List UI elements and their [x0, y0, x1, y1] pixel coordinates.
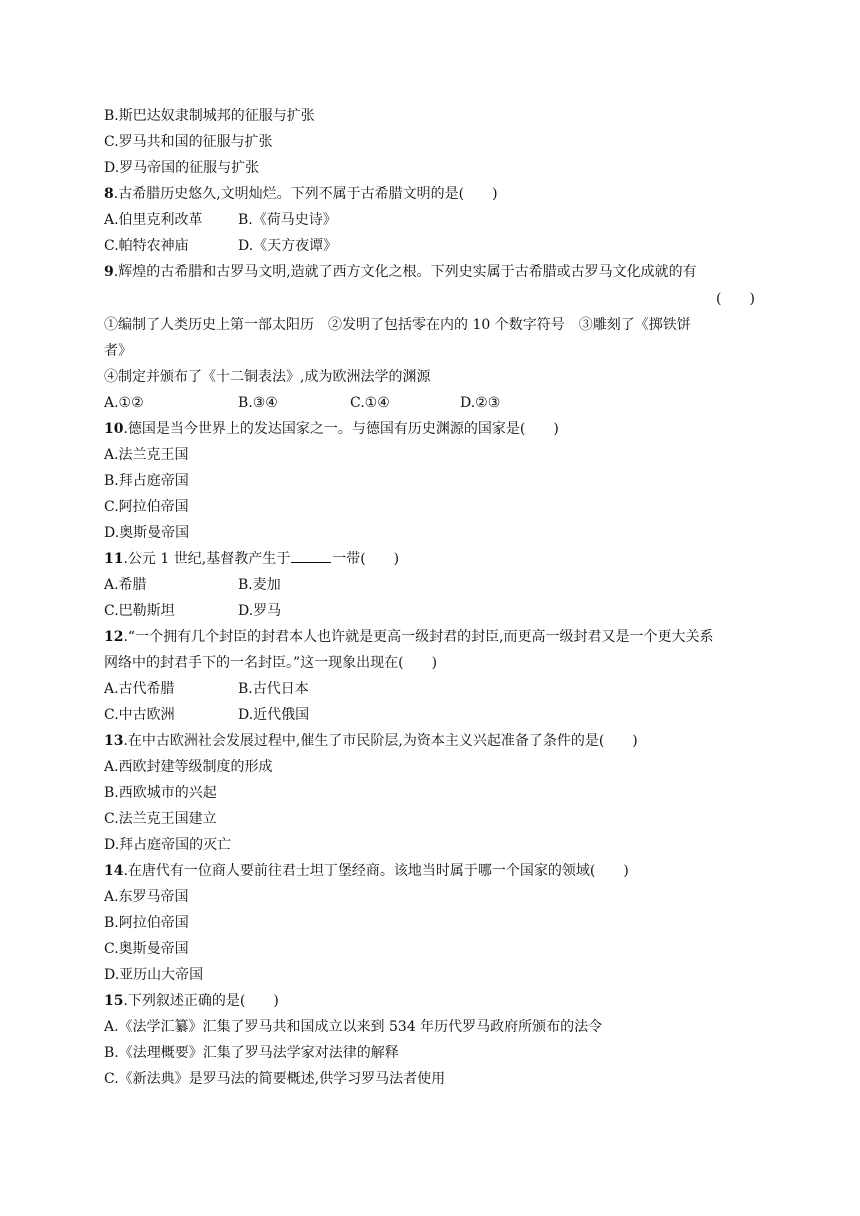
question-number: 8 — [104, 186, 114, 202]
option-d: D.②③ — [460, 395, 501, 411]
option-a: A.《法学汇纂》汇集了罗马共和国成立以来到 534 年历代罗马政府所颁布的法令 — [104, 1019, 603, 1035]
option-a: A.①② — [104, 395, 144, 411]
question-9 — [104, 260, 764, 284]
option-b: B.西欧城市的兴起 — [104, 785, 217, 801]
option-d: D.《天方夜谭》 — [238, 238, 338, 254]
question-text-end: 一带( ) — [332, 551, 400, 567]
q9-options — [104, 391, 764, 415]
question-text: .在唐代有一位商人要前往君士坦丁堡经商。该地当时属于哪一个国家的领域( ) — [123, 863, 629, 879]
option-d: D.近代俄国 — [238, 707, 310, 723]
question-number: 10 — [104, 421, 124, 437]
option-d: D.罗马 — [238, 603, 282, 619]
option-a: A.伯里克利改革 — [104, 212, 203, 228]
question-text: .“一个拥有几个封臣的封君本人也许就是更高一级封君的封臣,而更高一级封君又是一个更大关系 — [123, 629, 714, 645]
q8-options-row-2 — [104, 234, 764, 258]
option-b: B.《荷马史诗》 — [238, 212, 337, 228]
q9-statements-2: ④制定并颁布了《十二铜表法》,成为欧洲法学的渊源 — [104, 369, 431, 385]
question-number: 12 — [104, 629, 124, 645]
q12-options-row-1 — [104, 677, 764, 701]
option-d: D.拜占庭帝国的灭亡 — [104, 837, 232, 853]
question-number: 14 — [104, 863, 124, 879]
question-number: 9 — [104, 264, 114, 280]
question-text: .辉煌的古希腊和古罗马文明,造就了西方文化之根。下列史实属于古希腊或古罗马文化成就的有 — [113, 264, 697, 280]
option-a: A.法兰克王国 — [104, 447, 189, 463]
option-b: B.阿拉伯帝国 — [104, 915, 189, 931]
fill-blank — [291, 548, 331, 563]
question-text: .在中古欧洲社会发展过程中,催生了市民阶层,为资本主义兴起准备了条件的是( ) — [123, 733, 638, 749]
q7-option-b: B.斯巴达奴隶制城邦的征服与扩张 — [104, 108, 315, 124]
q12-options-row-2 — [104, 703, 764, 727]
question-text: .德国是当今世界上的发达国家之一。与德国有历史渊源的国家是( ) — [123, 421, 559, 437]
option-b: B.《法理概要》汇集了罗马法学家对法律的解释 — [104, 1045, 399, 1061]
question-13 — [104, 729, 764, 753]
option-c: C.阿拉伯帝国 — [104, 499, 189, 515]
option-b: B.拜占庭帝国 — [104, 473, 189, 489]
option-c: C.法兰克王国建立 — [104, 811, 217, 827]
option-c: C.中古欧洲 — [104, 707, 175, 723]
option-c: C.①④ — [350, 395, 390, 411]
question-10 — [104, 417, 764, 441]
question-14 — [104, 859, 764, 883]
question-text: .古希腊历史悠久,文明灿烂。下列不属于古希腊文明的是( ) — [113, 186, 498, 202]
option-c: C.《新法典》是罗马法的简要概述,供学习罗马法者使用 — [104, 1071, 446, 1087]
question-text: .下列叙述正确的是( ) — [123, 993, 279, 1009]
question-15 — [104, 989, 764, 1013]
option-d: D.亚历山大帝国 — [104, 967, 204, 983]
answer-paren: ( ) — [716, 291, 755, 307]
option-a: A.希腊 — [104, 577, 147, 593]
question-11 — [104, 547, 764, 571]
q11-options-row-1 — [104, 573, 764, 597]
q11-options-row-2 — [104, 599, 764, 623]
option-c: C.巴勒斯坦 — [104, 603, 175, 619]
option-a: A.古代希腊 — [104, 681, 175, 697]
q8-options-row-1 — [104, 208, 764, 232]
option-b: B.古代日本 — [238, 681, 309, 697]
question-number: 15 — [104, 993, 124, 1009]
question-8 — [104, 182, 764, 206]
question-12-cont: 网络中的封君手下的一名封臣。”这一现象出现在( ) — [104, 655, 438, 671]
question-12 — [104, 625, 764, 649]
option-d: D.奥斯曼帝国 — [104, 525, 190, 541]
option-a: A.东罗马帝国 — [104, 889, 189, 905]
option-a: A.西欧封建等级制度的形成 — [104, 759, 273, 775]
option-c: C.帕特农神庙 — [104, 238, 189, 254]
option-b: B.③④ — [238, 395, 278, 411]
question-number: 11 — [104, 551, 124, 567]
option-b: B.麦加 — [238, 577, 281, 593]
q9-statements-1-cont: 者》 — [104, 343, 132, 359]
q9-statements-1: ①编制了人类历史上第一部太阳历 ②发明了包括零在内的 10 个数字符号 ③雕刻了《掷铁饼 — [104, 317, 691, 333]
question-number: 13 — [104, 733, 124, 749]
option-c: C.奥斯曼帝国 — [104, 941, 189, 957]
question-text: .公元 1 世纪,基督教产生于 — [123, 551, 291, 567]
q7-option-c: C.罗马共和国的征服与扩张 — [104, 134, 273, 150]
q7-option-d: D.罗马帝国的征服与扩张 — [104, 160, 260, 176]
